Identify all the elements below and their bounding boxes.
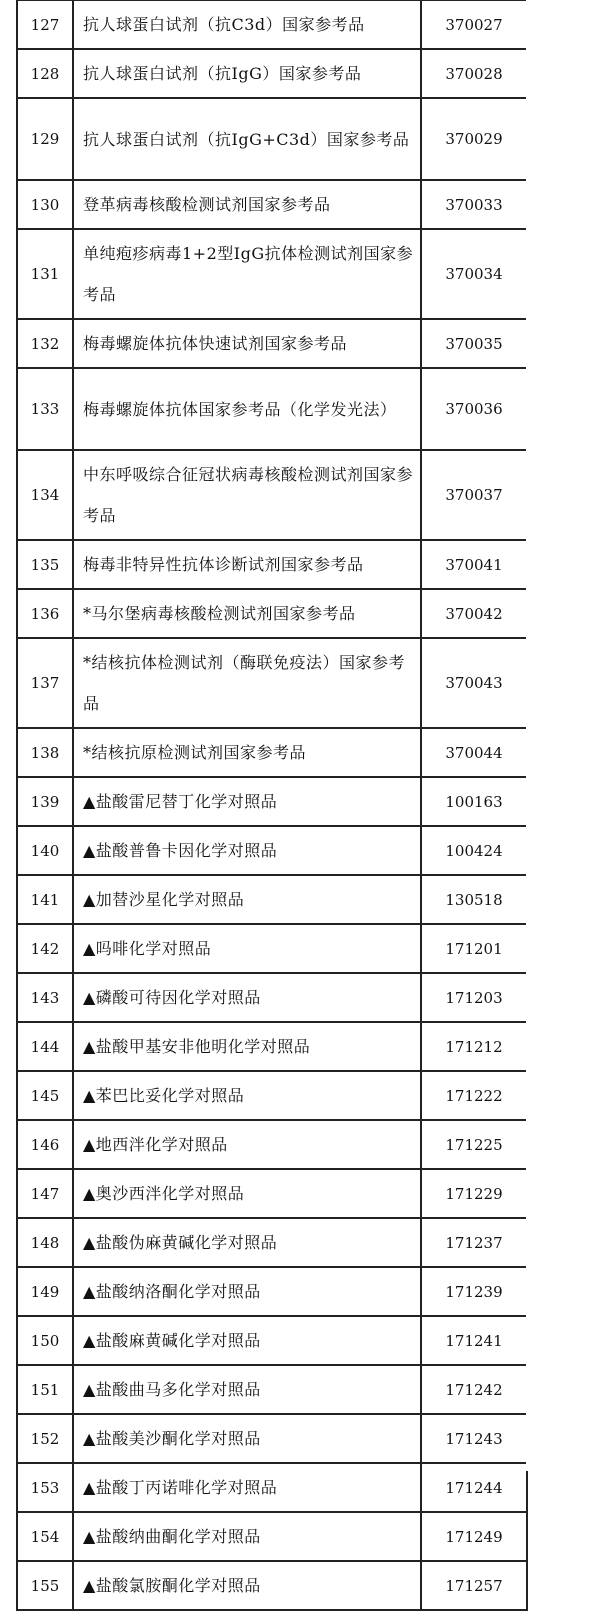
- table-row: [17, 1414, 527, 1463]
- table-row: [17, 368, 527, 450]
- row-number-cell: 139: [17, 777, 73, 826]
- product-name-cell: ▲盐酸氯胺酮化学对照品: [73, 1561, 421, 1610]
- reference-material-table-container: [16, 0, 526, 1611]
- product-name-cell: *结核抗体检测试剂（酶联免疫法）国家参考品: [73, 638, 421, 728]
- product-code-cell: 100424: [421, 826, 527, 875]
- row-number-cell: 151: [17, 1365, 73, 1414]
- product-name-cell: 梅毒非特异性抗体诊断试剂国家参考品: [73, 540, 421, 589]
- product-code-cell: 171239: [421, 1267, 527, 1316]
- table-row: [17, 1120, 527, 1169]
- product-code-cell: 171225: [421, 1120, 527, 1169]
- row-number-cell: 141: [17, 875, 73, 924]
- table-row: [17, 1316, 527, 1365]
- product-code-cell: 171212: [421, 1022, 527, 1071]
- product-code-cell: 171241: [421, 1316, 527, 1365]
- product-name-cell: ▲盐酸甲基安非他明化学对照品: [73, 1022, 421, 1071]
- product-code-cell: 171237: [421, 1218, 527, 1267]
- table-row: [17, 229, 527, 319]
- table-row: [17, 924, 527, 973]
- product-name-cell: 抗人球蛋白试剂（抗IgG）国家参考品: [73, 49, 421, 98]
- row-number-cell: 127: [17, 0, 73, 49]
- table-row: [17, 1463, 527, 1512]
- product-code-cell: 370043: [421, 638, 527, 728]
- row-number-cell: 128: [17, 49, 73, 98]
- product-name-cell: 梅毒螺旋体抗体国家参考品（化学发光法）: [73, 368, 421, 450]
- row-number-cell: 153: [17, 1463, 73, 1512]
- product-code-cell: 171222: [421, 1071, 527, 1120]
- row-number-cell: 142: [17, 924, 73, 973]
- product-code-cell: 370041: [421, 540, 527, 589]
- product-name-cell: ▲吗啡化学对照品: [73, 924, 421, 973]
- product-code-cell: 171229: [421, 1169, 527, 1218]
- table-row: [17, 1267, 527, 1316]
- table-row: [17, 1071, 527, 1120]
- product-name-cell: 抗人球蛋白试剂（抗C3d）国家参考品: [73, 0, 421, 49]
- row-number-cell: 136: [17, 589, 73, 638]
- table-row: [17, 1365, 527, 1414]
- table-row: [17, 826, 527, 875]
- table-row: [17, 180, 527, 229]
- table-row: [17, 319, 527, 368]
- product-name-cell: ▲苯巴比妥化学对照品: [73, 1071, 421, 1120]
- product-name-cell: ▲盐酸纳曲酮化学对照品: [73, 1512, 421, 1561]
- reference-material-table: [16, 0, 528, 1611]
- table-row: [17, 1512, 527, 1561]
- table-row: [17, 638, 527, 728]
- product-name-cell: *结核抗原检测试剂国家参考品: [73, 728, 421, 777]
- table-row: [17, 450, 527, 540]
- product-name-cell: 中东呼吸综合征冠状病毒核酸检测试剂国家参考品: [73, 450, 421, 540]
- product-code-cell: 370035: [421, 319, 527, 368]
- product-name-cell: ▲盐酸美沙酮化学对照品: [73, 1414, 421, 1463]
- row-number-cell: 144: [17, 1022, 73, 1071]
- product-code-cell: 370037: [421, 450, 527, 540]
- page-margin: [526, 0, 604, 1471]
- row-number-cell: 146: [17, 1120, 73, 1169]
- product-name-cell: *马尔堡病毒核酸检测试剂国家参考品: [73, 589, 421, 638]
- row-number-cell: 140: [17, 826, 73, 875]
- table-row: [17, 777, 527, 826]
- table-row: [17, 875, 527, 924]
- table-body: [17, 0, 527, 1610]
- product-code-cell: 171203: [421, 973, 527, 1022]
- row-number-cell: 150: [17, 1316, 73, 1365]
- product-name-cell: 梅毒螺旋体抗体快速试剂国家参考品: [73, 319, 421, 368]
- product-name-cell: ▲盐酸普鲁卡因化学对照品: [73, 826, 421, 875]
- product-name-cell: ▲盐酸纳洛酮化学对照品: [73, 1267, 421, 1316]
- row-number-cell: 148: [17, 1218, 73, 1267]
- product-code-cell: 370034: [421, 229, 527, 319]
- table-row: [17, 49, 527, 98]
- row-number-cell: 130: [17, 180, 73, 229]
- table-row: [17, 98, 527, 180]
- product-name-cell: 登革病毒核酸检测试剂国家参考品: [73, 180, 421, 229]
- row-number-cell: 145: [17, 1071, 73, 1120]
- row-number-cell: 138: [17, 728, 73, 777]
- table-row: [17, 1218, 527, 1267]
- row-number-cell: 147: [17, 1169, 73, 1218]
- product-name-cell: ▲盐酸麻黄碱化学对照品: [73, 1316, 421, 1365]
- product-name-cell: ▲盐酸丁丙诺啡化学对照品: [73, 1463, 421, 1512]
- row-number-cell: 143: [17, 973, 73, 1022]
- table-row: [17, 1561, 527, 1610]
- row-number-cell: 155: [17, 1561, 73, 1610]
- row-number-cell: 135: [17, 540, 73, 589]
- product-name-cell: ▲地西泮化学对照品: [73, 1120, 421, 1169]
- table-row: [17, 540, 527, 589]
- row-number-cell: 154: [17, 1512, 73, 1561]
- product-code-cell: 370028: [421, 49, 527, 98]
- product-code-cell: 171201: [421, 924, 527, 973]
- product-code-cell: 370027: [421, 0, 527, 49]
- product-name-cell: ▲磷酸可待因化学对照品: [73, 973, 421, 1022]
- product-code-cell: 370042: [421, 589, 527, 638]
- product-code-cell: 171244: [421, 1463, 527, 1512]
- product-code-cell: 171249: [421, 1512, 527, 1561]
- row-number-cell: 129: [17, 98, 73, 180]
- product-code-cell: 171257: [421, 1561, 527, 1610]
- table-row: [17, 589, 527, 638]
- row-number-cell: 132: [17, 319, 73, 368]
- table-row: [17, 1022, 527, 1071]
- product-code-cell: 100163: [421, 777, 527, 826]
- product-code-cell: 370036: [421, 368, 527, 450]
- product-name-cell: 抗人球蛋白试剂（抗IgG+C3d）国家参考品: [73, 98, 421, 180]
- row-number-cell: 137: [17, 638, 73, 728]
- product-name-cell: ▲盐酸伪麻黄碱化学对照品: [73, 1218, 421, 1267]
- product-code-cell: 171243: [421, 1414, 527, 1463]
- row-number-cell: 131: [17, 229, 73, 319]
- row-number-cell: 152: [17, 1414, 73, 1463]
- product-name-cell: ▲盐酸曲马多化学对照品: [73, 1365, 421, 1414]
- table-row: [17, 728, 527, 777]
- table-row: [17, 0, 527, 49]
- product-name-cell: ▲奥沙西泮化学对照品: [73, 1169, 421, 1218]
- product-name-cell: 单纯疱疹病毒1+2型IgG抗体检测试剂国家参考品: [73, 229, 421, 319]
- product-code-cell: 370044: [421, 728, 527, 777]
- product-code-cell: 370033: [421, 180, 527, 229]
- product-code-cell: 171242: [421, 1365, 527, 1414]
- row-number-cell: 134: [17, 450, 73, 540]
- product-name-cell: ▲盐酸雷尼替丁化学对照品: [73, 777, 421, 826]
- product-code-cell: 130518: [421, 875, 527, 924]
- product-name-cell: ▲加替沙星化学对照品: [73, 875, 421, 924]
- table-row: [17, 973, 527, 1022]
- row-number-cell: 149: [17, 1267, 73, 1316]
- row-number-cell: 133: [17, 368, 73, 450]
- table-row: [17, 1169, 527, 1218]
- product-code-cell: 370029: [421, 98, 527, 180]
